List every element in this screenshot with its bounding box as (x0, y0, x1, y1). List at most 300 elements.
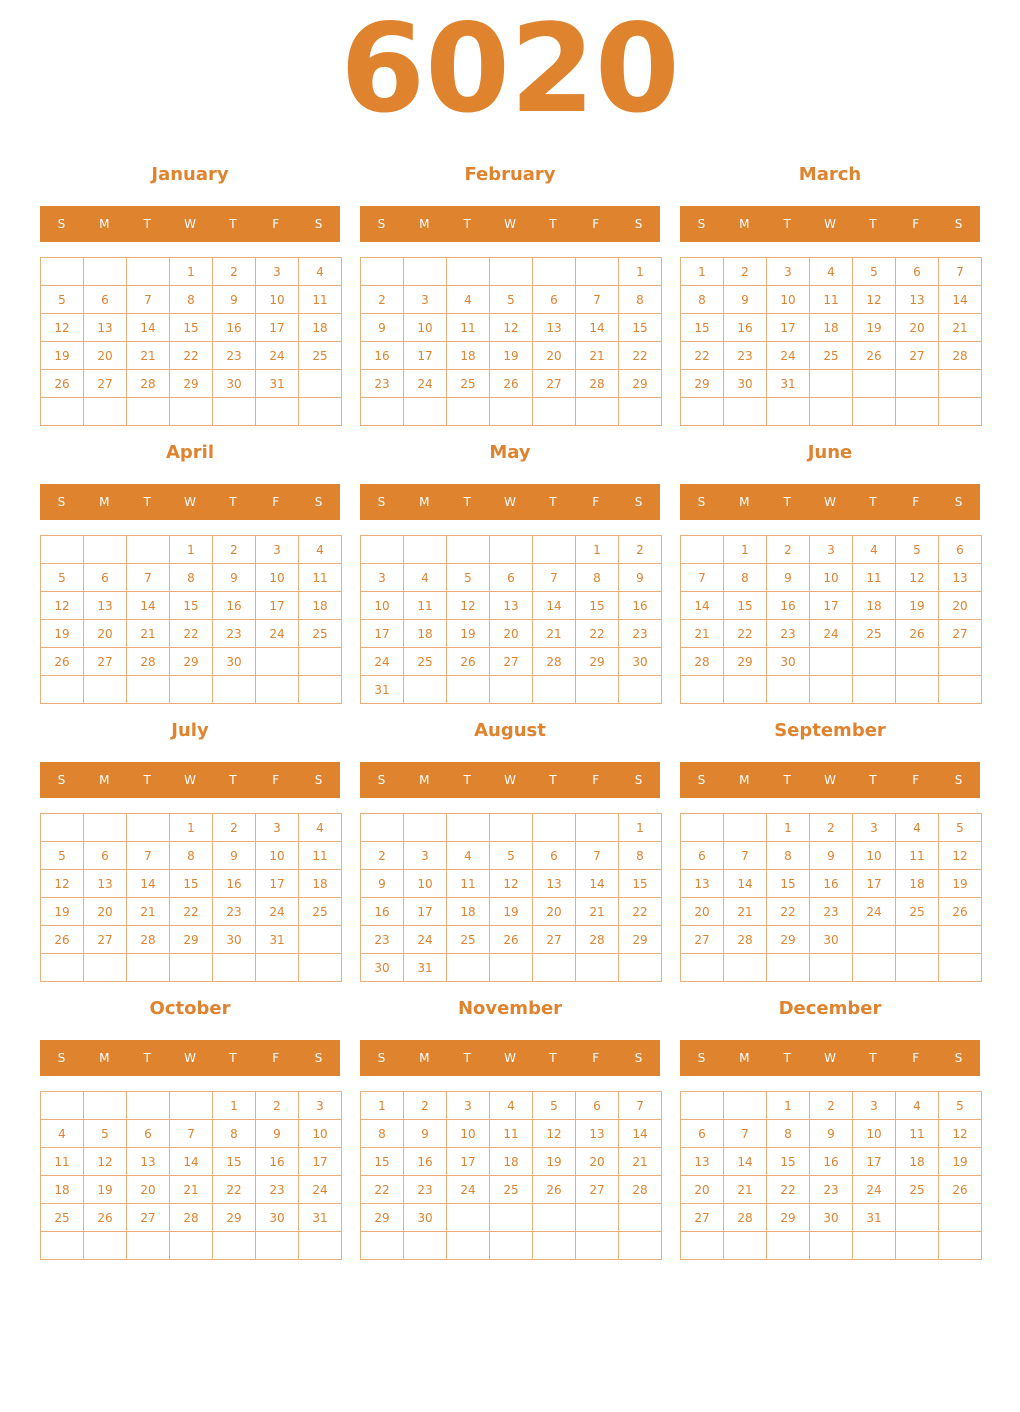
weekday-label: M (99, 1051, 110, 1065)
day-cell (447, 1232, 490, 1260)
day-cell: 3 (810, 536, 853, 564)
day-cell: 17 (853, 870, 896, 898)
weekday-header (680, 1040, 980, 1076)
day-cell: 1 (724, 536, 767, 564)
day-cell: 12 (533, 1120, 576, 1148)
day-cell: 6 (127, 1120, 170, 1148)
day-cell: 2 (361, 842, 404, 870)
month-june (680, 436, 980, 669)
day-cell: 18 (896, 870, 939, 898)
day-cell (490, 1232, 533, 1260)
weekday-label: W (504, 495, 516, 509)
day-cell: 23 (767, 620, 810, 648)
day-cell: 17 (299, 1148, 342, 1176)
day-cell: 22 (681, 342, 724, 370)
month-august (360, 714, 660, 975)
day-cell: 29 (170, 370, 213, 398)
day-cell (681, 814, 724, 842)
day-cell: 15 (170, 870, 213, 898)
day-cell: 22 (619, 898, 662, 926)
week-row (361, 314, 662, 342)
day-cell: 24 (256, 898, 299, 926)
day-cell: 29 (724, 648, 767, 676)
day-cell: 28 (724, 926, 767, 954)
weekday-label: T (869, 217, 877, 231)
day-cell (490, 814, 533, 842)
weekday-label: S (314, 1051, 323, 1065)
day-cell: 27 (84, 370, 127, 398)
month-march (680, 158, 980, 391)
weekday-header (360, 762, 660, 798)
day-cell: 27 (84, 926, 127, 954)
day-cell (84, 954, 127, 982)
weekday-label: W (504, 773, 516, 787)
weekday-label: S (954, 217, 963, 231)
day-cell: 1 (619, 814, 662, 842)
day-cell: 30 (213, 370, 256, 398)
weekday-header (40, 484, 340, 520)
weekday-header (360, 484, 660, 520)
day-cell: 27 (681, 1204, 724, 1232)
day-cell (127, 814, 170, 842)
weekday-header (360, 206, 660, 242)
weekday-header (40, 206, 340, 242)
day-cell (576, 398, 619, 426)
day-cell: 10 (361, 592, 404, 620)
day-cell: 15 (724, 592, 767, 620)
day-cell: 19 (84, 1176, 127, 1204)
day-cell (681, 1232, 724, 1260)
day-cell: 24 (256, 342, 299, 370)
day-cell: 11 (41, 1148, 84, 1176)
day-cell: 13 (490, 592, 533, 620)
weekday-label: S (634, 217, 643, 231)
day-cell: 12 (939, 842, 982, 870)
day-cell: 24 (299, 1176, 342, 1204)
week-row (361, 1092, 662, 1120)
weekday-label: T (869, 495, 877, 509)
weekday-label: T (783, 217, 791, 231)
week-row (681, 676, 982, 704)
day-cell: 13 (939, 564, 982, 592)
day-cell (447, 954, 490, 982)
week-row (681, 926, 982, 954)
week-row (681, 870, 982, 898)
day-cell: 25 (810, 342, 853, 370)
day-cell: 9 (361, 314, 404, 342)
day-cell: 13 (84, 870, 127, 898)
day-cell: 26 (490, 926, 533, 954)
day-grid (680, 257, 982, 426)
day-cell: 28 (724, 1204, 767, 1232)
day-cell: 19 (447, 620, 490, 648)
week-row (361, 648, 662, 676)
day-cell: 20 (84, 620, 127, 648)
day-cell (84, 1232, 127, 1260)
weekday-label: M (99, 773, 110, 787)
day-cell: 17 (256, 592, 299, 620)
day-cell: 21 (619, 1148, 662, 1176)
day-cell (170, 954, 213, 982)
day-cell: 4 (299, 258, 342, 286)
day-grid (360, 1091, 662, 1260)
week-row (681, 814, 982, 842)
day-cell: 16 (213, 314, 256, 342)
day-cell: 28 (127, 648, 170, 676)
day-cell: 1 (213, 1092, 256, 1120)
day-cell: 1 (170, 536, 213, 564)
day-cell (576, 1204, 619, 1232)
day-cell: 11 (404, 592, 447, 620)
day-cell: 25 (447, 370, 490, 398)
day-cell: 29 (361, 1204, 404, 1232)
day-cell: 9 (213, 564, 256, 592)
day-cell: 25 (853, 620, 896, 648)
day-cell: 31 (299, 1204, 342, 1232)
day-cell: 30 (404, 1204, 447, 1232)
weekday-label: M (419, 1051, 430, 1065)
month-name: October (149, 998, 231, 1019)
weekday-label: T (783, 495, 791, 509)
day-cell: 18 (896, 1148, 939, 1176)
day-cell (84, 398, 127, 426)
day-cell (896, 398, 939, 426)
day-cell: 6 (681, 1120, 724, 1148)
week-row (41, 1232, 342, 1260)
day-cell (170, 676, 213, 704)
day-cell: 30 (724, 370, 767, 398)
day-cell: 7 (576, 842, 619, 870)
weekday-label: T (869, 773, 877, 787)
weekday-label: S (314, 773, 323, 787)
day-cell: 23 (213, 620, 256, 648)
day-cell: 10 (299, 1120, 342, 1148)
day-cell (213, 398, 256, 426)
day-cell: 27 (533, 926, 576, 954)
day-cell: 13 (576, 1120, 619, 1148)
weekday-label: S (697, 1051, 706, 1065)
day-cell: 10 (404, 314, 447, 342)
day-cell: 18 (447, 898, 490, 926)
day-cell: 20 (84, 898, 127, 926)
day-cell: 15 (170, 592, 213, 620)
week-row (41, 648, 342, 676)
week-row (41, 1148, 342, 1176)
day-cell (939, 648, 982, 676)
day-cell (896, 954, 939, 982)
day-cell: 27 (490, 648, 533, 676)
day-cell: 22 (213, 1176, 256, 1204)
week-row (41, 926, 342, 954)
day-cell (810, 370, 853, 398)
day-cell: 18 (41, 1176, 84, 1204)
weekday-label: T (229, 217, 237, 231)
day-cell (896, 926, 939, 954)
weekday-label: F (592, 1051, 600, 1065)
day-cell: 5 (41, 286, 84, 314)
day-cell (853, 926, 896, 954)
day-cell: 9 (213, 286, 256, 314)
weekday-label: T (143, 773, 151, 787)
day-cell: 12 (41, 592, 84, 620)
day-cell: 8 (619, 286, 662, 314)
day-cell: 12 (447, 592, 490, 620)
day-cell: 12 (896, 564, 939, 592)
day-cell: 8 (576, 564, 619, 592)
week-row (361, 398, 662, 426)
day-cell: 26 (41, 370, 84, 398)
weekday-label: T (229, 1051, 237, 1065)
day-cell: 3 (299, 1092, 342, 1120)
day-cell: 4 (404, 564, 447, 592)
day-cell: 25 (490, 1176, 533, 1204)
day-cell: 31 (404, 954, 447, 982)
day-grid (680, 1091, 982, 1260)
week-row (361, 536, 662, 564)
day-cell: 13 (896, 286, 939, 314)
day-cell (361, 536, 404, 564)
day-cell: 29 (681, 370, 724, 398)
day-cell: 28 (939, 342, 982, 370)
day-cell (404, 676, 447, 704)
day-cell: 7 (576, 286, 619, 314)
day-cell: 24 (767, 342, 810, 370)
day-cell (447, 1204, 490, 1232)
day-cell (490, 536, 533, 564)
week-row (41, 286, 342, 314)
weekday-label: S (954, 495, 963, 509)
day-grid (680, 535, 982, 704)
day-cell: 29 (619, 926, 662, 954)
weekday-label: W (504, 1051, 516, 1065)
day-cell (810, 398, 853, 426)
day-cell: 16 (810, 870, 853, 898)
week-row (681, 258, 982, 286)
day-cell: 14 (724, 870, 767, 898)
month-october (40, 992, 340, 1225)
day-cell (41, 676, 84, 704)
day-cell: 14 (724, 1148, 767, 1176)
month-name: December (778, 998, 882, 1019)
day-cell (810, 676, 853, 704)
day-cell: 16 (361, 898, 404, 926)
day-cell: 1 (170, 814, 213, 842)
day-cell: 18 (490, 1148, 533, 1176)
day-cell: 9 (810, 1120, 853, 1148)
day-cell: 24 (447, 1176, 490, 1204)
day-cell (533, 1204, 576, 1232)
day-cell: 4 (490, 1092, 533, 1120)
day-cell: 8 (170, 286, 213, 314)
day-cell: 15 (767, 870, 810, 898)
weekday-label: F (592, 217, 600, 231)
weekday-label: T (463, 1051, 471, 1065)
day-cell: 15 (681, 314, 724, 342)
day-cell: 9 (810, 842, 853, 870)
weekday-label: M (99, 495, 110, 509)
day-cell (724, 676, 767, 704)
day-cell (533, 536, 576, 564)
day-cell: 20 (576, 1148, 619, 1176)
day-cell: 9 (404, 1120, 447, 1148)
day-cell: 3 (256, 258, 299, 286)
day-cell (533, 954, 576, 982)
day-cell: 16 (724, 314, 767, 342)
month-name: July (171, 720, 209, 741)
week-row (41, 342, 342, 370)
day-cell: 30 (810, 1204, 853, 1232)
day-cell (490, 676, 533, 704)
week-row (361, 870, 662, 898)
day-cell: 20 (681, 898, 724, 926)
day-cell: 22 (724, 620, 767, 648)
day-cell: 7 (724, 842, 767, 870)
day-cell: 27 (896, 342, 939, 370)
day-cell: 10 (767, 286, 810, 314)
week-row (361, 370, 662, 398)
day-cell: 27 (939, 620, 982, 648)
day-cell (404, 536, 447, 564)
day-cell (681, 676, 724, 704)
weekday-label: T (143, 217, 151, 231)
day-cell: 4 (896, 1092, 939, 1120)
day-cell: 13 (533, 314, 576, 342)
day-cell (939, 398, 982, 426)
day-cell: 2 (810, 1092, 853, 1120)
day-cell: 4 (810, 258, 853, 286)
week-row (41, 1120, 342, 1148)
day-cell (84, 258, 127, 286)
day-cell (896, 676, 939, 704)
day-cell: 2 (361, 286, 404, 314)
day-cell: 3 (404, 286, 447, 314)
day-cell (939, 926, 982, 954)
weekday-label: S (697, 217, 706, 231)
day-cell (170, 1092, 213, 1120)
day-cell (256, 954, 299, 982)
day-cell: 28 (681, 648, 724, 676)
week-row (41, 564, 342, 592)
day-cell: 22 (767, 1176, 810, 1204)
day-cell: 20 (533, 898, 576, 926)
day-cell: 24 (404, 370, 447, 398)
month-february (360, 158, 660, 391)
day-cell: 8 (619, 842, 662, 870)
day-cell (361, 398, 404, 426)
weekday-label: F (272, 217, 280, 231)
day-cell: 29 (170, 926, 213, 954)
weekday-label: F (272, 773, 280, 787)
week-row (41, 314, 342, 342)
day-cell (41, 258, 84, 286)
day-cell: 7 (724, 1120, 767, 1148)
week-row (41, 258, 342, 286)
day-cell: 14 (127, 314, 170, 342)
day-cell (213, 1232, 256, 1260)
weekday-label: S (377, 1051, 386, 1065)
day-cell (681, 398, 724, 426)
weekday-label: T (463, 495, 471, 509)
month-november (360, 992, 660, 1225)
day-cell: 25 (896, 1176, 939, 1204)
day-cell: 9 (256, 1120, 299, 1148)
day-cell (41, 1232, 84, 1260)
day-cell: 2 (404, 1092, 447, 1120)
day-cell: 16 (810, 1148, 853, 1176)
day-cell: 24 (256, 620, 299, 648)
day-cell: 26 (41, 648, 84, 676)
month-name: November (457, 998, 563, 1019)
day-cell: 21 (681, 620, 724, 648)
day-cell: 11 (896, 842, 939, 870)
day-cell: 16 (361, 342, 404, 370)
day-cell: 23 (213, 342, 256, 370)
day-cell (41, 536, 84, 564)
day-cell: 27 (127, 1204, 170, 1232)
day-cell (533, 258, 576, 286)
week-row (681, 286, 982, 314)
day-cell: 15 (170, 314, 213, 342)
day-cell: 21 (576, 342, 619, 370)
day-cell: 22 (619, 342, 662, 370)
day-cell (619, 954, 662, 982)
day-cell: 10 (810, 564, 853, 592)
month-name: April (165, 442, 215, 463)
day-grid (40, 1091, 342, 1260)
day-cell: 10 (447, 1120, 490, 1148)
day-cell: 6 (533, 842, 576, 870)
day-cell (84, 676, 127, 704)
day-cell: 21 (127, 342, 170, 370)
day-cell: 15 (361, 1148, 404, 1176)
day-cell: 5 (939, 814, 982, 842)
day-cell: 11 (490, 1120, 533, 1148)
day-cell (619, 1232, 662, 1260)
day-cell: 26 (896, 620, 939, 648)
day-cell: 16 (213, 592, 256, 620)
day-cell: 24 (404, 926, 447, 954)
day-cell: 3 (404, 842, 447, 870)
weekday-label: S (57, 217, 66, 231)
day-cell: 4 (447, 842, 490, 870)
day-cell: 9 (361, 870, 404, 898)
week-row (361, 926, 662, 954)
day-cell (853, 954, 896, 982)
week-row (41, 898, 342, 926)
day-cell (681, 536, 724, 564)
weekday-label: T (549, 495, 557, 509)
weekday-label: F (912, 1051, 920, 1065)
day-cell: 6 (533, 286, 576, 314)
day-cell: 5 (41, 842, 84, 870)
day-cell: 1 (767, 814, 810, 842)
week-row (681, 1232, 982, 1260)
day-cell (404, 1232, 447, 1260)
day-cell: 21 (127, 898, 170, 926)
day-cell (490, 398, 533, 426)
day-cell: 10 (256, 842, 299, 870)
day-cell: 12 (41, 870, 84, 898)
weekday-label: T (549, 1051, 557, 1065)
day-cell: 2 (767, 536, 810, 564)
day-cell (490, 954, 533, 982)
day-cell: 29 (619, 370, 662, 398)
day-cell: 26 (447, 648, 490, 676)
day-cell: 21 (127, 620, 170, 648)
day-cell: 13 (84, 592, 127, 620)
day-cell: 12 (84, 1148, 127, 1176)
week-row (361, 814, 662, 842)
